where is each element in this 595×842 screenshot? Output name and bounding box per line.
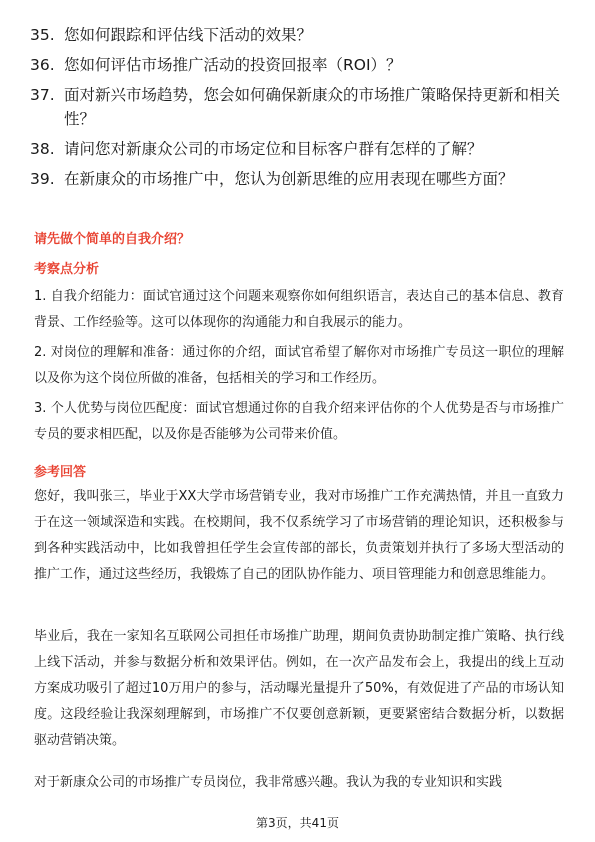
question-text: 请问您对新康众公司的市场定位和目标客户群有怎样的了解？ xyxy=(64,140,483,158)
answer-paragraph: 毕业后，我在一家知名互联网公司担任市场推广助理，期间负责协助制定推广策略、执行线上线下活动，并参与数据分析和效果评估。例如，在一次产品发布会上，我提出的线上互动方案成功吸引了超过10万用户的参与，活动曝光量提升了50%，有效促进了产品的市场认知度。这段经验让我深刻理解到，市场推广不仅要创意新颖，更要紧密结合数据分析，以数据驱动营销决策。 xyxy=(34,629,564,748)
question-item xyxy=(30,53,570,77)
analysis-item: 2. 对岗位的理解和准备：通过你的介绍，面试官希望了解你对市场推广专员这一职位的理解以及你为这个岗位所做的准备，包括相关的学习和工作经历。 xyxy=(34,345,564,386)
question-title: 请先做个简单的自我介绍？ xyxy=(34,232,191,247)
answer-paragraph: 您好，我叫张三，毕业于XX大学市场营销专业，我对市场推广工作充满热情，并且一直致力于在这一领域深造和实践。在校期间，我不仅系统学习了市场营销的理论知识，还积极参与到各种实践活动中，比如我曾担任学生会宣传部的部长，负责策划并执行了多场大型活动的推广工作，通过这些经历，我锻炼了自己的团队协作能力、项目管理能力和创意思维能力。 xyxy=(34,489,564,582)
page-number: 第3页，共41页 xyxy=(256,816,339,830)
question-number: 38. xyxy=(30,140,55,158)
analysis-item: 1. 自我介绍能力：面试官通过这个问题来观察你如何组织语言，表达自己的基本信息、教育背景、工作经验等。这可以体现你的沟通能力和自我展示的能力。 xyxy=(34,289,564,330)
answer-title: 参考回答 xyxy=(34,465,87,480)
question-number: 37. xyxy=(30,86,55,104)
question-list xyxy=(30,23,570,197)
analysis-title: 考察点分析 xyxy=(34,262,100,277)
question-text: 面对新兴市场趋势，您会如何确保新康众的市场推广策略保持更新和相关性？ xyxy=(64,86,561,128)
question-number: 35. xyxy=(30,26,55,44)
question-text: 您如何跟踪和评估线下活动的效果？ xyxy=(64,26,313,44)
question-text: 在新康众的市场推广中，您认为创新思维的应用表现在哪些方面？ xyxy=(64,170,514,188)
question-number: 36. xyxy=(30,56,55,74)
answer-paragraph: 对于新康众公司的市场推广专员岗位，我非常感兴趣。我认为我的专业知识和实践 xyxy=(34,775,503,790)
question-text: 您如何评估市场推广活动的投资回报率（ROI）？ xyxy=(64,56,402,74)
question-item xyxy=(30,137,570,161)
analysis-item: 3. 个人优势与岗位匹配度：面试官想通过你的自我介绍来评估你的个人优势是否与市场推广专员的要求相匹配，以及你是否能够为公司带来价值。 xyxy=(34,401,564,442)
question-item xyxy=(30,23,570,47)
question-item xyxy=(30,83,570,131)
question-number: 39. xyxy=(30,170,55,188)
question-item xyxy=(30,167,570,191)
